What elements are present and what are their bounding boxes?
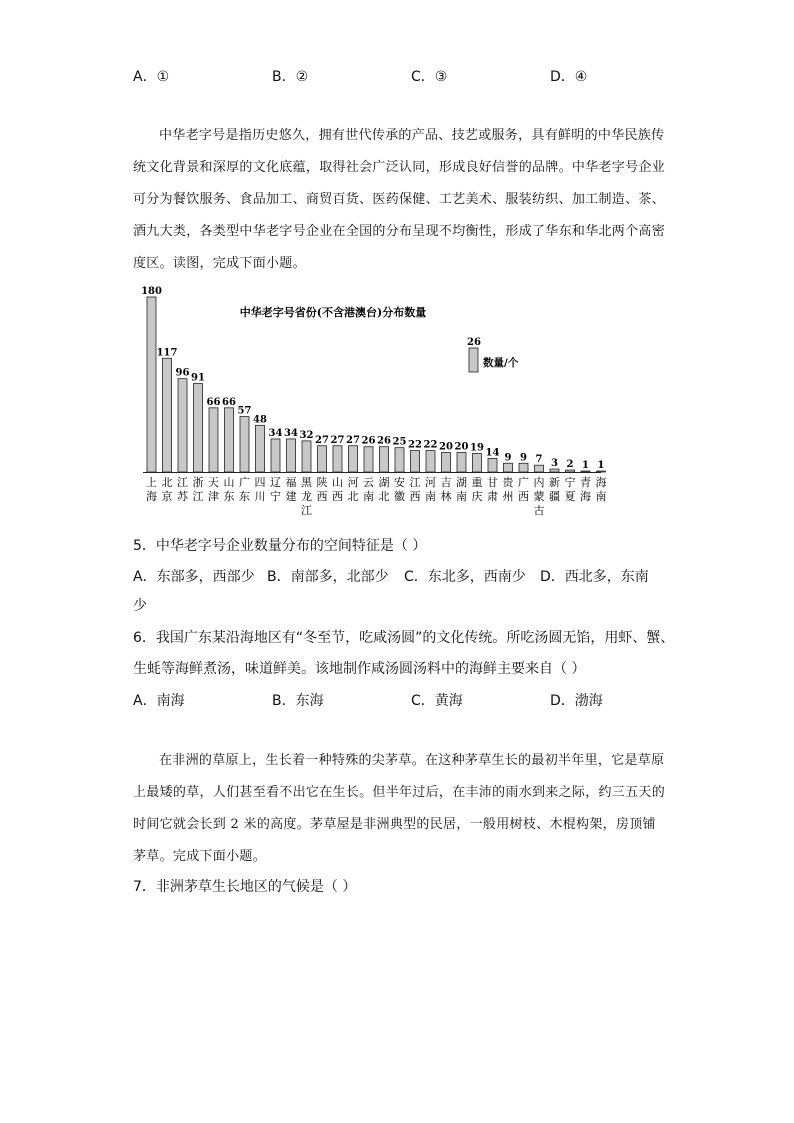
q7-stem: 7．非洲茅草生长地区的气候是（ ）: [133, 879, 357, 895]
chart-title: 中华老字号省份(不含港澳台)分布数量: [239, 306, 427, 319]
value-label-21: 19: [470, 442, 484, 454]
value-label-0: 180: [141, 286, 162, 297]
category-label-19: 吉林: [440, 476, 452, 503]
category-label-0: 上海: [146, 476, 157, 503]
bar-10: [302, 441, 311, 472]
category-label-1: 北京: [161, 476, 173, 503]
bar-20: [457, 453, 466, 472]
bar-3: [194, 384, 203, 472]
value-label-27: 2: [566, 459, 574, 471]
bar-8: [271, 439, 280, 472]
bar-5: [225, 408, 234, 472]
brand-distribution-chart: [133, 280, 613, 522]
value-label-25: 7: [535, 454, 543, 466]
passage-african-grass: [133, 745, 668, 873]
bar-12: [333, 446, 342, 472]
q6-stem-line2: 生蚝等海鲜煮汤，味道鲜美。该地制作咸汤圆汤料中的海鲜主要来自（ ）: [133, 661, 586, 677]
q4-option-c[interactable]: C．③: [411, 69, 448, 85]
category-label-2: 江苏: [177, 476, 188, 503]
category-label-3: 浙江: [192, 476, 204, 503]
bar-9: [287, 439, 296, 472]
value-label-1: 117: [156, 347, 178, 359]
legend-label: 数量/个: [483, 357, 519, 369]
category-label-27: 宁夏: [564, 476, 576, 503]
q4-option-b[interactable]: B．②: [272, 69, 309, 85]
category-label-4: 天津: [208, 476, 219, 503]
bar-11: [318, 446, 327, 472]
category-label-26: 新疆: [549, 476, 560, 503]
q5-option-b[interactable]: B．南部多，北部少: [267, 569, 389, 585]
q4-option-a[interactable]: A．①: [133, 69, 170, 85]
bar-14: [364, 447, 373, 472]
passage2-text: 在非洲的草原上，生长着一种特殊的尖茅草。在这种茅草生长的最初半年里，它是草原上最矮的草，人们甚至看不出它在生长。但半年过后，在丰沛的雨水到来之际，约三五天的时间它就会长到 2 米的高度。茅草屋是非洲典型的民居，一般用树枝、木棍构架，房顶铺茅草。完成下面小题。: [133, 753, 666, 864]
bar-13: [349, 446, 358, 472]
value-label-24: 9: [520, 452, 527, 464]
value-label-19: 20: [439, 441, 453, 453]
category-label-14: 云南: [363, 476, 374, 503]
bar-7: [256, 425, 265, 472]
bar-23: [504, 463, 513, 472]
category-label-5: 山东: [223, 476, 235, 503]
bar-17: [411, 451, 420, 472]
q6-option-d[interactable]: D．渤海: [550, 693, 603, 709]
bar-24: [519, 463, 528, 472]
value-label-15: 26: [377, 435, 391, 447]
value-label-12: 27: [330, 434, 345, 446]
legend-sample-value: 26: [467, 337, 481, 348]
category-label-24: 广西: [518, 476, 529, 503]
bar-4: [209, 408, 218, 472]
value-label-5: 66: [222, 396, 236, 408]
category-label-9: 福建: [285, 476, 297, 503]
value-label-18: 22: [423, 439, 438, 451]
bar-18: [426, 451, 435, 472]
bar-0: [147, 297, 156, 472]
value-label-28: 1: [582, 460, 589, 472]
category-label-25: 内蒙古: [533, 476, 545, 517]
category-label-8: 辽宁: [270, 476, 281, 503]
bar-19: [442, 453, 451, 472]
q4-option-d[interactable]: D．④: [550, 69, 588, 85]
q5-option-a[interactable]: A．东部多，西部少: [133, 569, 255, 585]
legend-swatch: [469, 348, 478, 372]
passage1-text: 中华老字号是指历史悠久，拥有世代传承的产品、技艺或服务，具有鲜明的中华民族传统文化背景和深厚的文化底蕴，取得社会广泛认同，形成良好信誉的品牌。中华老字号企业可分为餐饮服务、食品加工、商贸百货、医药保健、工艺美术、服装纺织、加工制造、茶、酒九大类，各类型中华老字号企业在全国的分布呈现不均衡性，形成了华东和华北两个高密度区。读图，完成下面小题。: [133, 128, 666, 271]
category-label-18: 河南: [425, 476, 436, 503]
value-label-11: 27: [315, 434, 329, 446]
q6-option-a[interactable]: A．南海: [133, 693, 185, 709]
value-label-20: 20: [454, 441, 469, 453]
category-label-15: 湖北: [378, 476, 390, 503]
value-label-16: 25: [392, 436, 407, 448]
category-label-12: 山西: [332, 476, 343, 503]
q5-option-d[interactable]: D．西北多，东南: [540, 569, 649, 585]
q5-option-c[interactable]: C．东北多，西南少: [404, 569, 526, 585]
value-label-4: 66: [206, 396, 221, 408]
category-label-7: 四川: [254, 476, 266, 503]
bar-29: [597, 471, 606, 472]
value-label-29: 1: [597, 460, 605, 472]
bar-6: [240, 417, 249, 472]
value-label-22: 14: [485, 447, 500, 459]
category-label-20: 湖南: [456, 476, 467, 503]
bar-21: [473, 454, 482, 472]
category-label-16: 安徽: [394, 476, 405, 503]
category-label-22: 甘肃: [487, 476, 498, 503]
bar-22: [488, 458, 497, 472]
bar-1: [163, 358, 172, 472]
value-label-7: 48: [253, 414, 267, 426]
category-label-29: 海南: [595, 476, 607, 503]
category-label-28: 青海: [580, 476, 591, 503]
category-label-17: 江西: [409, 476, 421, 503]
value-label-26: 3: [551, 458, 558, 470]
value-label-14: 26: [361, 435, 376, 447]
value-label-13: 27: [346, 434, 360, 446]
bar-26: [550, 469, 559, 472]
bar-15: [380, 447, 389, 472]
value-label-17: 22: [408, 439, 422, 451]
value-label-10: 32: [299, 429, 314, 441]
category-labels-group: [146, 475, 607, 517]
bar-16: [395, 448, 404, 472]
bar-28: [581, 471, 590, 472]
category-label-11: 陕西: [316, 476, 328, 503]
category-label-23: 贵州: [502, 476, 514, 503]
bar-25: [535, 465, 544, 472]
category-label-10: 黑龙江: [301, 476, 312, 517]
q6-stem-line1: 6．我国广东某沿海地区有“冬至节，吃咸汤圆”的文化传统。所吃汤圆无馅，用虾、蟹、: [133, 630, 675, 646]
category-label-21: 重庆: [471, 476, 483, 503]
q6-option-c[interactable]: C．黄海: [411, 693, 463, 709]
bar-2: [178, 379, 187, 472]
category-label-13: 河北: [347, 476, 359, 503]
q6-option-b[interactable]: B．东海: [272, 693, 324, 709]
value-label-8: 34: [268, 427, 283, 439]
bar-27: [566, 470, 575, 472]
value-label-9: 34: [284, 427, 298, 439]
value-label-3: 91: [191, 372, 205, 384]
value-label-23: 9: [504, 452, 512, 464]
q5-stem: 5．中华老字号企业数量分布的空间特征是（ ）: [133, 538, 427, 554]
value-label-2: 96: [175, 367, 190, 379]
passage-time-honored-brands: [133, 120, 668, 280]
value-label-6: 57: [237, 405, 252, 417]
category-label-6: 广东: [239, 476, 250, 503]
q5-option-d-overflow: 少: [133, 598, 147, 614]
